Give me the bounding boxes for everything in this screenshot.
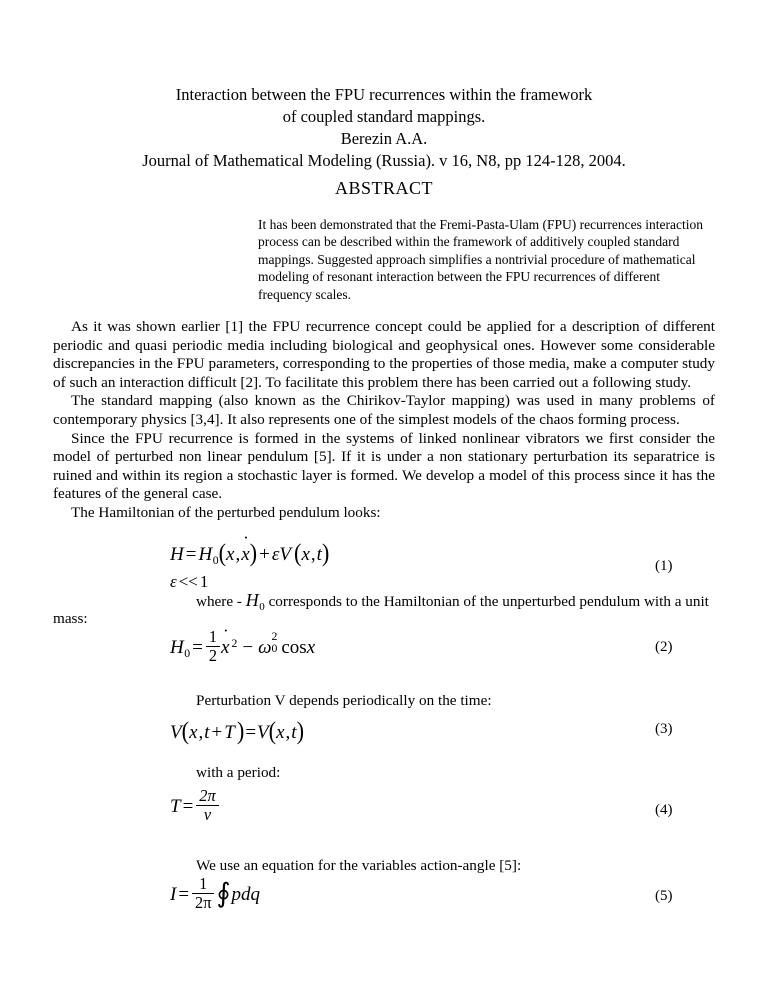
eq2-omega-indices — [271, 630, 278, 656]
eq3-close-paren: ) — [236, 716, 245, 745]
eq3-comma: , — [198, 722, 204, 743]
action-angle-note: We use an equation for the variables action-angle [5]: — [196, 857, 522, 874]
eq1-cond-much-less: << — [178, 572, 198, 591]
eq3-open-paren: ( — [181, 716, 190, 745]
eq5-d: d — [241, 884, 251, 905]
eq1-x: x — [226, 544, 235, 565]
paper-title-line-1: Interaction between the FPU recurrences within the framework — [175, 85, 593, 104]
equation-4 — [170, 786, 220, 825]
eq2-minus: − — [242, 637, 254, 659]
eq4-fraction-numerator: 2π — [199, 786, 216, 806]
eq5-q: q — [250, 884, 261, 905]
eq4-fraction — [196, 788, 218, 823]
eq2-omega-exponent: 2 — [271, 630, 278, 644]
paragraph-1: As it was shown earlier [1] the FPU recurrence concept could be applied for a description of different periodic and quasi periodic media including biological and geophysical ones. However some considerable discrepancies in the FPU parameters, corresponding to the properties of those media, make a computer study of such an interaction difficult [2]. To facilitate this problem there has been carried out a following study. — [53, 318, 715, 391]
eq3-open-paren-2: ( — [268, 716, 277, 745]
eq3-t: t — [204, 722, 210, 743]
equation-1 — [170, 540, 329, 568]
eq3-T: T — [224, 722, 235, 743]
eq3-x-2: x — [276, 722, 285, 743]
eq3-V: V — [170, 722, 182, 743]
where-note-symbol-subscript: 0 — [259, 600, 265, 613]
eq1-close-paren-2: ) — [321, 538, 330, 567]
eq1-x-2: x — [301, 544, 310, 565]
equation-3-number: (3) — [655, 721, 673, 737]
eq1-H0: H — [198, 544, 213, 565]
abstract-text: It has been demonstrated that the Fremi-Pasta-Ulam (FPU) recurrences interaction process can be described within the framework of additively coupled standard mappings. Suggested approach simplifies a nontrivial procedure of mathematical modeling of resonant interaction between the FPU recurrences of different frequency scales. — [258, 217, 703, 302]
mass-label: mass: — [53, 610, 88, 627]
equation-2 — [170, 627, 316, 666]
eq1-comma-2: , — [310, 544, 316, 565]
eq2-fraction-numerator: 1 — [208, 627, 218, 647]
eq1-xdot: x ˙ — [241, 544, 249, 566]
equation-5-number: (5) — [655, 888, 673, 904]
eq1-V: V — [279, 544, 291, 565]
eq5-equals: = — [178, 884, 190, 905]
eq5-fraction — [192, 876, 214, 911]
eq3-V-2: V — [257, 722, 269, 743]
abstract-heading: ABSTRACT — [334, 178, 434, 198]
eq2-cos: cos — [281, 637, 307, 659]
eq2-xdot-exponent: 2 — [231, 637, 238, 651]
paper-author: Berezin A.A. — [340, 129, 428, 148]
eq3-t-2: t — [291, 722, 297, 743]
eq1-equals: = — [185, 544, 197, 565]
eq2-omega: ω — [258, 637, 272, 659]
eq3-close-paren-2: ) — [296, 716, 305, 745]
eq5-contour-integral-icon: ∮ — [216, 877, 231, 908]
eq4-fraction-denominator: ν — [196, 805, 218, 824]
equation-3 — [170, 718, 304, 744]
eq5-fraction-numerator: 1 — [199, 874, 208, 894]
eq2-equals: = — [192, 637, 203, 659]
body-text — [53, 318, 715, 523]
eq1-comma: , — [235, 544, 241, 565]
eq5-I: I — [170, 884, 177, 905]
eq2-H: H — [170, 637, 184, 659]
eq5-fraction-denominator: 2π — [192, 893, 214, 912]
eq1-H0-subscript: 0 — [212, 553, 219, 567]
perturbation-note: Perturbation V depends periodically on the time: — [196, 692, 492, 709]
eq1-close-paren: ) — [249, 538, 258, 567]
equation-2-number: (2) — [655, 639, 673, 655]
eq3-x: x — [189, 722, 198, 743]
eq2-x: x — [306, 637, 316, 659]
eq3-comma-2: , — [285, 722, 291, 743]
eq1-cond-one: 1 — [199, 572, 209, 591]
title-block — [0, 84, 768, 172]
eq2-H-subscript: 0 — [184, 646, 191, 660]
eq1-open-paren-2: ( — [293, 538, 302, 567]
eq4-equals: = — [182, 796, 194, 818]
eq2-omega-subscript: 0 — [271, 642, 278, 656]
eq3-plus: + — [211, 722, 223, 743]
eq2-fraction-half — [206, 629, 220, 664]
eq3-equals: = — [245, 722, 257, 743]
eq2-fraction-denominator: 2 — [206, 646, 220, 665]
eq2-xdot: x ˙ — [221, 637, 229, 659]
eq1-t: t — [316, 544, 322, 565]
where-note — [196, 590, 709, 613]
equation-4-number: (4) — [655, 802, 673, 818]
equation-1-number: (1) — [655, 558, 673, 574]
equation-1-condition — [170, 572, 208, 592]
eq1-cond-epsilon: ε — [170, 572, 177, 591]
equation-5 — [170, 876, 260, 913]
eq5-p: p — [231, 884, 242, 905]
eq4-T: T — [170, 796, 181, 818]
where-note-suffix: corresponds to the Hamiltonian of the unperturbed pendulum with a unit — [264, 593, 709, 610]
where-note-symbol: H — [245, 590, 259, 610]
eq1-H: H — [170, 544, 184, 565]
paragraph-3: Since the FPU recurrence is formed in the systems of linked nonlinear vibrators we first consider the model of perturbed non linear pendulum [5]. If it is under a non stationary perturbation its separatrice is ruined and within its region a stochastic layer is formed. We develop a model of this process since it has the features of the general case. — [53, 429, 715, 503]
period-note: with a period: — [196, 764, 281, 781]
paragraph-2: The standard mapping (also known as the Chirikov-Taylor mapping) was used in many problems of contemporary physics [3,4]. It also represents one of the simplest models of the chaos forming process. — [53, 392, 715, 428]
eq1-open-paren: ( — [218, 538, 227, 567]
paragraph-4: The Hamiltonian of the perturbed pendulum looks: — [71, 503, 381, 521]
paper-title-line-2: of coupled standard mappings. — [282, 107, 486, 126]
eq1-epsilon: ε — [271, 544, 280, 565]
eq1-plus: + — [259, 544, 270, 565]
where-note-prefix: where - — [196, 593, 246, 610]
paper-journal-reference: Journal of Mathematical Modeling (Russia). v 16, N8, pp 124-128, 2004. — [142, 151, 626, 170]
